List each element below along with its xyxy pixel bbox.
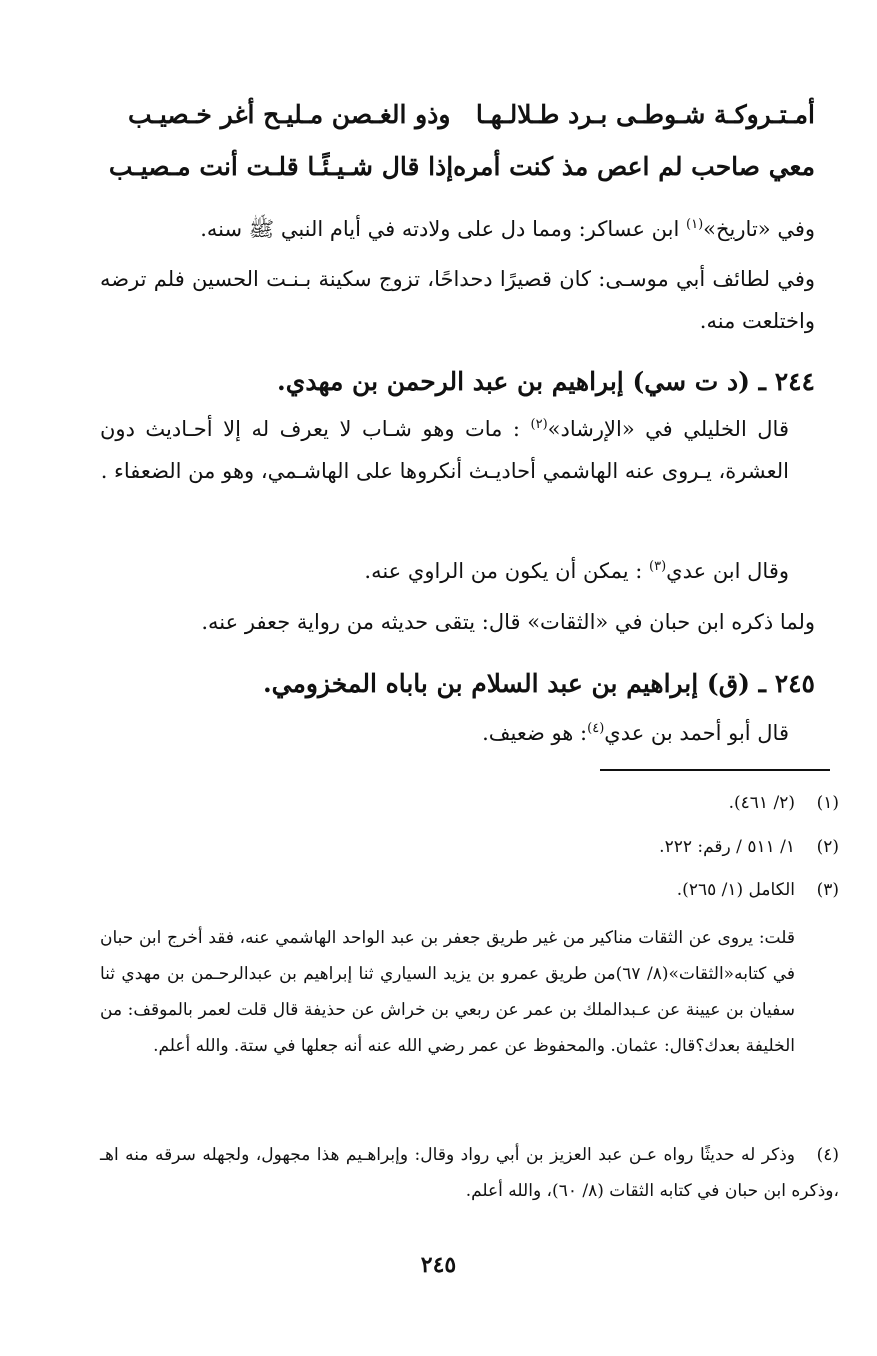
footnote-ref-3: (٣): [649, 559, 667, 574]
footnote-text: ١/ ٥١١ / رقم: ٢٢٢.: [659, 837, 795, 857]
paragraph-ibn-adi: وقال ابن عدي$^{(٣)}$ : يمكن أن يكون من الراوي عنه.: [364, 559, 789, 583]
paragraph-abu-ahmad: قال أبو أحمد بن عدي$^{(٤)}$: هو ضعيف.: [482, 721, 789, 745]
footnote-text: وذكر له حديثًا رواه عـن عبد العزيز بن أبي رواد وقال: وإبراهـيم هذا مجهول، ولجهله سرقه منه اهـ ،وذكره ابن حبان في كتابه الثقات (٨/ ٦٠)، والله أعلم.: [100, 1145, 839, 1201]
footnote-text: الكامل (١/ ٢٦٥).: [676, 880, 795, 900]
verse-hemistich-right: أمـتـروكـة شـوطـى بـرد طـلالـهـا: [475, 100, 815, 129]
verse-hemistich-left: إذا قال شـيـئًـا قلـت أنت مـصيـب: [108, 152, 454, 181]
footnote-1: [100, 788, 839, 818]
paragraph-ibn-hibban: ولما ذكره ابن حبان في «الثقات» قال: يتقى حديثه من رواية جعفر عنه.: [201, 610, 815, 634]
footnote-ref-4: (٤): [587, 721, 605, 736]
footnote-ref-2: (٢): [530, 417, 548, 432]
footnote-number: (٢): [816, 837, 839, 857]
footnote-number: (٣): [816, 880, 839, 900]
verse-line-1: [128, 100, 815, 129]
footnote-3: [100, 875, 839, 905]
verse-line-2: [108, 152, 815, 181]
footnote-text: (٢/ ٤٦١).: [728, 793, 795, 813]
footnote-number: (١): [816, 793, 839, 813]
footnote-4: [100, 1137, 839, 1209]
paragraph-ibn-asakir: وفي «تاريخ»$^{(١)}$ ابن عساكر: ومما دل على ولادته في أيام النبي ﷺ سنه.: [200, 217, 815, 241]
footnote-2: [100, 832, 839, 862]
footnote-divider: [600, 769, 830, 771]
paragraph-abu-musa: وفي لطائف أبي موسـى: كان قصيرًا دحداحًا، تزوج سكينة بـنـت الحسين فلم ترضه واختلعت منه.: [100, 267, 815, 333]
verse-hemistich-left: وذو الغـصن مـليـح أغر خـصيـب: [128, 100, 451, 129]
verse-hemistich-right: معي صاحب لم اعص مذ كنت أمره: [453, 152, 815, 181]
page-number: ٢٤٥: [420, 1252, 457, 1278]
entry-heading-245: ٢٤٥ ـ (ق) إبراهيم بن عبد السلام بن باباه المخزومي.: [262, 669, 815, 698]
footnote-number: (٤): [816, 1145, 839, 1165]
footnote-3-commentary: قلت: يروى عن الثقات مناكير من غير طريق جعفر بن عبد الواحد الهاشمي عنه، فقد أخرج ابن حبان في كتابه«الثقات»(٨/ ٦٧)من طريق عمرو بن يزيد السياري ثنا إبراهيم بن عبدالرحـمن بن مهدي ثنا سفيان بن عيينة عن عـبدالملك بن عمر عن ربعي بن خراش عن حذيفة قال قلت لعمر بالموقف: من الخليفة بعدك؟قال: عثمان. والمحفوظ عن عمر رضي الله عنه أنه جعلها في ستة. والله أعلم.: [100, 928, 796, 1056]
paragraph-khalili: قال الخليلي في «الإرشاد»$^{(٢)}$ : مات وهو شـاب لا يعرف له إلا أحـاديث دون العشرة، يـروى عنه الهاشمي أحاديـث أنكروها على الهاشـمي، وهو من الضعفاء .: [100, 417, 789, 483]
entry-heading-244: ٢٤٤ ـ (د ت سي) إبراهيم بن عبد الرحمن بن مهدي.: [277, 367, 815, 396]
footnote-ref-1: (١): [686, 217, 704, 232]
